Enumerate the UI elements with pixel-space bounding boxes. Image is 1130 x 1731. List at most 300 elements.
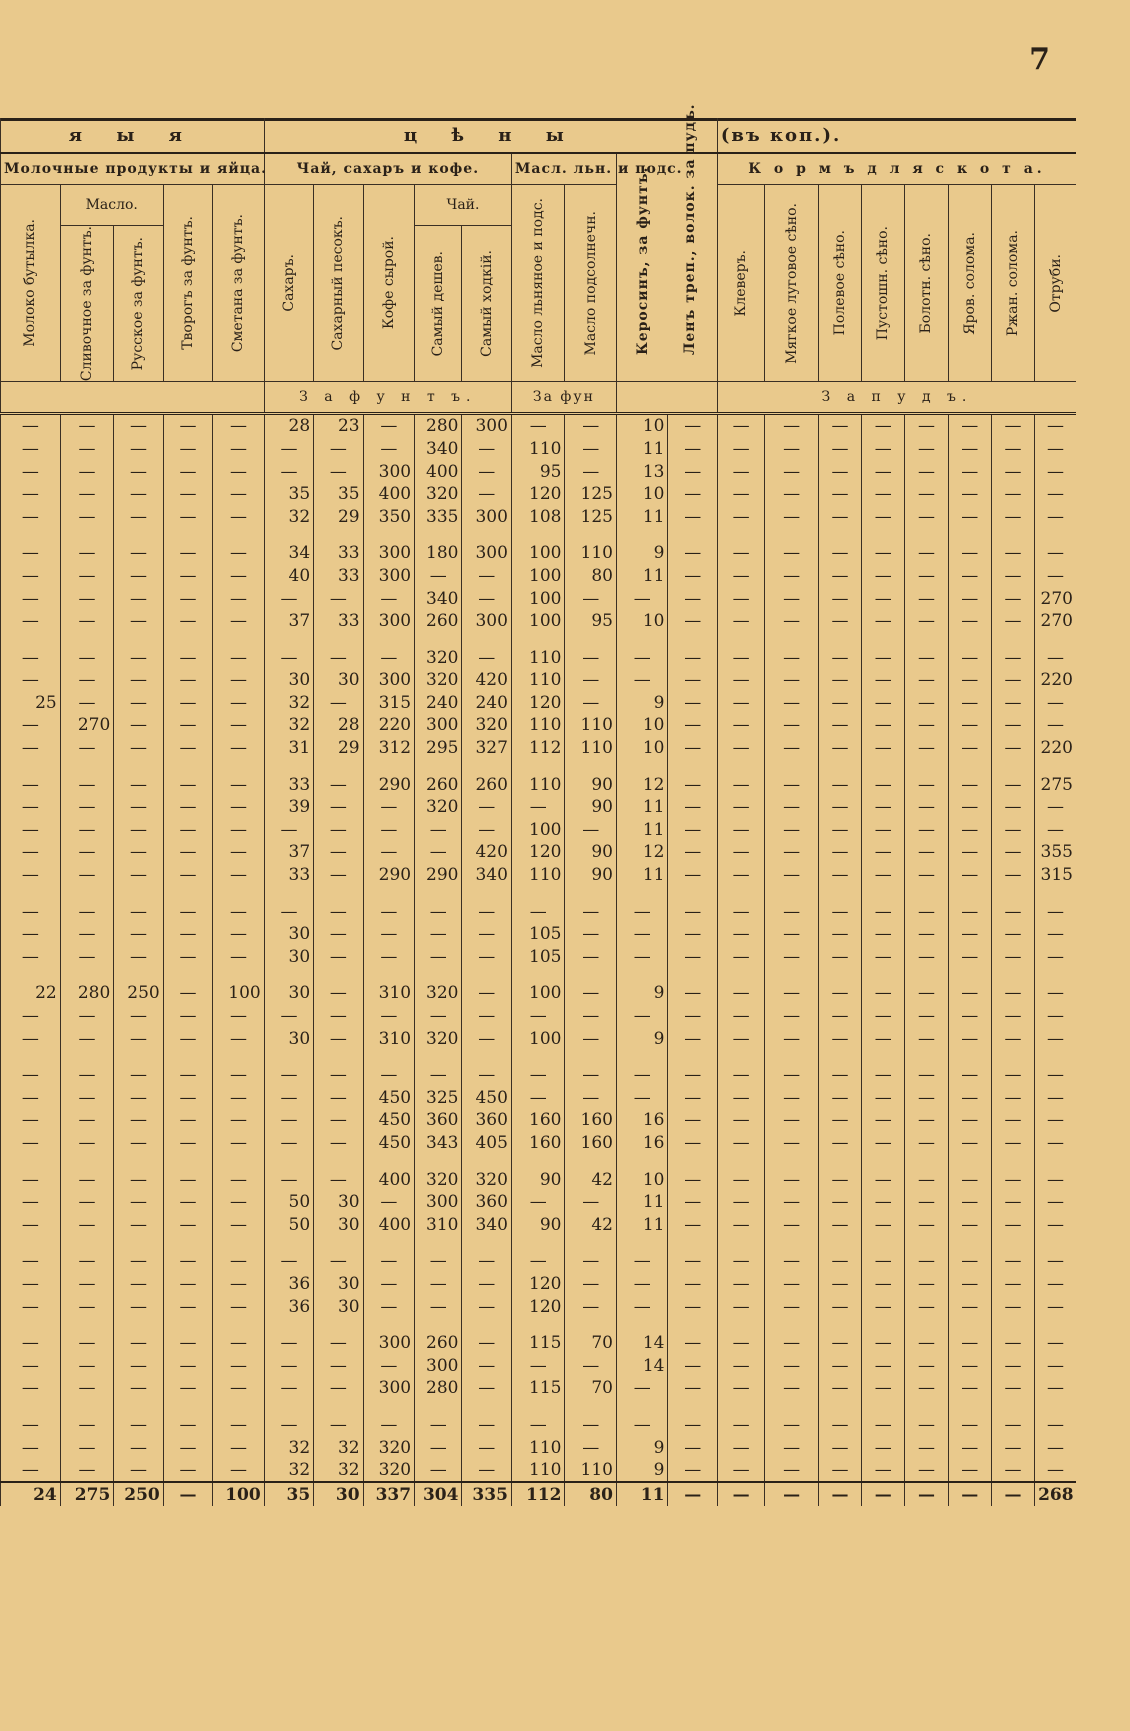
table-cell: — <box>213 1109 265 1132</box>
table-cell: — <box>462 460 511 483</box>
table-cell: — <box>818 1436 861 1459</box>
table-cell: — <box>60 505 114 528</box>
table-cell: 32 <box>264 1436 313 1459</box>
table-cell: — <box>363 646 415 669</box>
table-cell: — <box>462 982 511 1005</box>
table-cell: — <box>511 1250 565 1273</box>
column-header: Сливочное за фунтъ. <box>60 226 114 382</box>
column-header: Ленъ треп., волок. за пудъ. <box>682 103 699 356</box>
table-cell: — <box>1035 692 1076 715</box>
table-cell: — <box>363 946 415 969</box>
table-cell: — <box>363 819 415 842</box>
table-cell: — <box>668 1064 717 1087</box>
total-cell: 275 <box>60 1482 114 1506</box>
table-cell: — <box>60 1132 114 1155</box>
table-cell: — <box>991 1250 1034 1273</box>
table-cell: — <box>60 923 114 946</box>
table-cell: — <box>1 923 61 946</box>
table-cell: 28 <box>264 414 313 438</box>
table-cell: — <box>905 1191 948 1214</box>
table-cell: — <box>60 414 114 438</box>
table-cell: 31 <box>264 737 313 760</box>
table-cell: — <box>314 1250 363 1273</box>
table-cell: 10 <box>616 737 668 760</box>
table-cell: 120 <box>511 692 565 715</box>
table-cell: — <box>1035 714 1076 737</box>
table-cell: — <box>818 483 861 506</box>
table-cell: — <box>905 1414 948 1437</box>
table-cell: — <box>314 1005 363 1028</box>
table-cell: — <box>717 1087 764 1110</box>
table-row <box>1 669 1077 692</box>
table-cell: — <box>948 1064 991 1087</box>
table-cell: — <box>948 1377 991 1400</box>
table-cell: — <box>1035 1414 1076 1437</box>
table-cell: 260 <box>415 1332 462 1355</box>
table-cell: — <box>765 1377 819 1400</box>
table-cell: — <box>862 542 905 565</box>
table-cell: — <box>462 438 511 461</box>
table-cell: — <box>948 1087 991 1110</box>
table-cell: 110 <box>511 773 565 796</box>
table-cell: — <box>163 1168 212 1191</box>
table-cell: — <box>163 1087 212 1110</box>
table-row <box>1 1027 1077 1050</box>
table-cell: — <box>1035 1377 1076 1400</box>
total-row <box>1 1482 1077 1506</box>
table-cell: 32 <box>314 1436 363 1459</box>
table-cell: — <box>462 946 511 969</box>
table-cell: — <box>905 773 948 796</box>
table-cell: 30 <box>264 1027 313 1050</box>
table-cell: — <box>948 714 991 737</box>
total-cell: — <box>991 1482 1034 1506</box>
table-cell: — <box>991 841 1034 864</box>
table-cell: 9 <box>616 1027 668 1050</box>
table-cell: — <box>114 819 163 842</box>
table-cell: — <box>905 483 948 506</box>
table-cell: — <box>114 864 163 887</box>
table-cell: — <box>114 841 163 864</box>
table-cell: — <box>1035 1250 1076 1273</box>
table-cell: — <box>314 1027 363 1050</box>
table-cell: — <box>991 610 1034 633</box>
table-cell: — <box>717 692 764 715</box>
table-cell: — <box>415 1064 462 1087</box>
table-cell: — <box>1 819 61 842</box>
table-cell: 11 <box>616 1191 668 1214</box>
table-cell: — <box>905 1377 948 1400</box>
table-cell: — <box>948 1295 991 1318</box>
table-cell: — <box>818 1295 861 1318</box>
table-cell: — <box>862 1377 905 1400</box>
table-cell: — <box>314 819 363 842</box>
table-cell: 120 <box>511 483 565 506</box>
table-cell: 30 <box>314 669 363 692</box>
table-cell: — <box>314 438 363 461</box>
table-cell: — <box>991 819 1034 842</box>
table-cell: — <box>213 1064 265 1087</box>
table-cell: 110 <box>565 714 617 737</box>
table-cell: — <box>948 646 991 669</box>
table-cell: — <box>213 900 265 923</box>
table-row <box>1 1168 1077 1191</box>
table-cell: — <box>565 692 617 715</box>
table-cell: — <box>163 737 212 760</box>
table-cell: — <box>1035 505 1076 528</box>
table-cell: 110 <box>511 714 565 737</box>
table-cell: — <box>668 900 717 923</box>
table-cell: — <box>905 692 948 715</box>
table-cell: — <box>948 669 991 692</box>
table-cell: — <box>862 1354 905 1377</box>
table-cell: — <box>717 1377 764 1400</box>
table-row <box>1 1250 1077 1273</box>
table-cell: 295 <box>415 737 462 760</box>
table-cell: 90 <box>511 1168 565 1191</box>
table-cell: — <box>991 1168 1034 1191</box>
table-cell: — <box>1 505 61 528</box>
table-cell: — <box>60 946 114 969</box>
table-cell: — <box>60 1273 114 1296</box>
table-cell: 32 <box>264 505 313 528</box>
table-cell: — <box>511 1005 565 1028</box>
table-cell: — <box>213 438 265 461</box>
table-cell: — <box>765 1436 819 1459</box>
table-cell: — <box>948 460 991 483</box>
table-cell: — <box>991 483 1034 506</box>
table-cell: — <box>991 737 1034 760</box>
table-cell: — <box>717 542 764 565</box>
table-cell: — <box>862 1109 905 1132</box>
table-cell: 37 <box>264 610 313 633</box>
table-cell: — <box>163 646 212 669</box>
table-cell: 28 <box>314 714 363 737</box>
table-cell: — <box>765 587 819 610</box>
column-header: Сахаръ. <box>264 185 313 382</box>
table-row <box>1 438 1077 461</box>
table-cell: — <box>114 565 163 588</box>
table-cell: — <box>818 841 861 864</box>
table-cell: — <box>991 864 1034 887</box>
table-cell: — <box>948 1354 991 1377</box>
table-cell: — <box>163 1109 212 1132</box>
table-cell: — <box>462 565 511 588</box>
table-cell: — <box>511 414 565 438</box>
table-cell: — <box>163 587 212 610</box>
table-cell: 320 <box>415 669 462 692</box>
column-header: Русское за фунтъ. <box>114 226 163 382</box>
table-cell: — <box>717 1027 764 1050</box>
table-cell: 30 <box>264 946 313 969</box>
table-cell: 33 <box>264 773 313 796</box>
table-cell: — <box>862 1027 905 1050</box>
table-cell: — <box>1035 1087 1076 1110</box>
table-cell: — <box>213 483 265 506</box>
table-cell: — <box>717 1414 764 1437</box>
table-cell: — <box>905 1213 948 1236</box>
table-cell: — <box>565 1027 617 1050</box>
table-cell: — <box>862 923 905 946</box>
table-cell: — <box>163 900 212 923</box>
table-cell: — <box>668 1436 717 1459</box>
table-cell: — <box>213 1087 265 1110</box>
table-cell: — <box>905 900 948 923</box>
table-cell: 300 <box>363 669 415 692</box>
table-cell: — <box>1035 1064 1076 1087</box>
table-cell: 300 <box>363 1332 415 1355</box>
table-cell: — <box>264 1414 313 1437</box>
table-cell: — <box>948 737 991 760</box>
table-cell: — <box>765 796 819 819</box>
table-cell: — <box>264 900 313 923</box>
table-cell: — <box>905 438 948 461</box>
table-cell: — <box>862 587 905 610</box>
table-cell: 110 <box>565 1459 617 1483</box>
table-cell: 42 <box>565 1168 617 1191</box>
table-cell: — <box>163 692 212 715</box>
table-cell: — <box>114 1459 163 1483</box>
table-cell: — <box>415 900 462 923</box>
table-cell: — <box>213 796 265 819</box>
table-cell: — <box>862 737 905 760</box>
table-cell: — <box>717 864 764 887</box>
table-cell: 70 <box>565 1332 617 1355</box>
table-cell: — <box>264 1377 313 1400</box>
total-cell: 35 <box>264 1482 313 1506</box>
table-cell: — <box>114 1064 163 1087</box>
table-cell: — <box>314 864 363 887</box>
table-cell: — <box>765 483 819 506</box>
table-cell: — <box>363 414 415 438</box>
price-table-body <box>1 414 1077 1506</box>
table-cell: — <box>991 1273 1034 1296</box>
table-cell: — <box>114 460 163 483</box>
table-cell: — <box>60 737 114 760</box>
table-cell: — <box>314 982 363 1005</box>
table-cell: — <box>717 1109 764 1132</box>
table-cell: — <box>991 414 1034 438</box>
table-cell: 335 <box>415 505 462 528</box>
table-cell: — <box>264 438 313 461</box>
table-cell: 300 <box>462 505 511 528</box>
table-cell: — <box>213 841 265 864</box>
table-cell: — <box>668 946 717 969</box>
table-cell: — <box>717 483 764 506</box>
table-cell: — <box>668 796 717 819</box>
table-cell: 30 <box>314 1213 363 1236</box>
table-row <box>1 610 1077 633</box>
total-cell: — <box>668 1482 717 1506</box>
table-cell: — <box>765 414 819 438</box>
table-row <box>1 1414 1077 1437</box>
table-cell: 120 <box>511 1295 565 1318</box>
table-cell: — <box>818 646 861 669</box>
table-cell: — <box>213 1414 265 1437</box>
table-cell: — <box>616 900 668 923</box>
table-cell: — <box>314 1064 363 1087</box>
table-cell: — <box>511 1414 565 1437</box>
table-cell: 325 <box>415 1087 462 1110</box>
table-cell: — <box>717 646 764 669</box>
table-cell: 320 <box>363 1459 415 1483</box>
table-cell: — <box>991 1132 1034 1155</box>
table-cell: — <box>60 1168 114 1191</box>
table-cell: — <box>213 1332 265 1355</box>
table-cell: — <box>213 692 265 715</box>
column-header: Кофе сырой. <box>363 185 415 382</box>
table-cell: — <box>616 646 668 669</box>
table-cell: 160 <box>511 1132 565 1155</box>
table-cell: 400 <box>363 1213 415 1236</box>
table-cell: — <box>1 438 61 461</box>
total-cell: — <box>163 1482 212 1506</box>
table-cell: — <box>948 773 991 796</box>
table-cell: 36 <box>264 1295 313 1318</box>
table-row <box>1 1273 1077 1296</box>
table-cell: — <box>948 565 991 588</box>
table-cell: — <box>991 900 1034 923</box>
table-cell: — <box>717 819 764 842</box>
table-cell: — <box>765 923 819 946</box>
table-cell: — <box>991 1377 1034 1400</box>
table-row <box>1 819 1077 842</box>
table-cell: 400 <box>363 1168 415 1191</box>
table-cell: — <box>765 1354 819 1377</box>
table-cell: — <box>511 1354 565 1377</box>
table-cell: — <box>818 982 861 1005</box>
table-row <box>1 982 1077 1005</box>
table-cell: — <box>862 610 905 633</box>
table-cell: — <box>1 565 61 588</box>
table-cell: — <box>264 1064 313 1087</box>
table-cell: — <box>565 900 617 923</box>
table-cell: — <box>765 610 819 633</box>
table-cell: — <box>668 841 717 864</box>
table-cell: — <box>1035 1295 1076 1318</box>
table-cell: — <box>60 1087 114 1110</box>
table-cell: — <box>862 1250 905 1273</box>
table-cell: — <box>991 1109 1034 1132</box>
table-cell: — <box>862 1459 905 1483</box>
table-cell: — <box>948 1191 991 1214</box>
table-cell: — <box>60 1250 114 1273</box>
table-cell: — <box>114 1377 163 1400</box>
table-cell: 343 <box>415 1132 462 1155</box>
table-cell: — <box>314 1354 363 1377</box>
table-cell: — <box>114 900 163 923</box>
table-cell: — <box>905 1109 948 1132</box>
table-cell: 100 <box>511 819 565 842</box>
table-cell: — <box>565 460 617 483</box>
table-cell: 300 <box>363 460 415 483</box>
table-cell: 105 <box>511 946 565 969</box>
table-cell: — <box>1 796 61 819</box>
table-cell: — <box>905 610 948 633</box>
table-cell: — <box>948 438 991 461</box>
table-cell: — <box>1 1295 61 1318</box>
table-cell: — <box>565 1414 617 1437</box>
table-cell: — <box>765 505 819 528</box>
table-cell: 37 <box>264 841 313 864</box>
table-cell: — <box>213 1191 265 1214</box>
table-cell: — <box>213 610 265 633</box>
table-cell: — <box>818 923 861 946</box>
table-cell: — <box>717 1064 764 1087</box>
table-cell: — <box>213 737 265 760</box>
table-cell: — <box>314 1332 363 1355</box>
table-cell: — <box>565 587 617 610</box>
table-cell: 110 <box>565 542 617 565</box>
table-cell: — <box>163 1213 212 1236</box>
table-cell: — <box>862 1213 905 1236</box>
table-cell: — <box>948 505 991 528</box>
table-cell: — <box>991 1027 1034 1050</box>
table-cell: — <box>991 646 1034 669</box>
table-cell: — <box>114 542 163 565</box>
column-header: Сметана за фунтъ. <box>213 185 265 382</box>
table-cell: — <box>717 946 764 969</box>
table-cell: — <box>462 1377 511 1400</box>
table-cell: — <box>511 1191 565 1214</box>
table-row <box>1 505 1077 528</box>
table-cell: 220 <box>363 714 415 737</box>
unit-za-fun: За фун <box>511 382 616 414</box>
table-cell: — <box>213 1273 265 1296</box>
table-cell: 100 <box>511 542 565 565</box>
table-cell: 300 <box>363 565 415 588</box>
table-cell: 11 <box>616 505 668 528</box>
table-cell: — <box>565 1064 617 1087</box>
table-cell: 32 <box>264 1459 313 1483</box>
table-cell: 11 <box>616 1213 668 1236</box>
table-cell: — <box>948 610 991 633</box>
table-cell: 9 <box>616 1459 668 1483</box>
table-cell: — <box>668 669 717 692</box>
table-cell: — <box>818 1168 861 1191</box>
table-cell: — <box>818 1109 861 1132</box>
table-cell: — <box>163 1005 212 1028</box>
table-cell: — <box>1035 438 1076 461</box>
table-cell: — <box>511 796 565 819</box>
table-cell: — <box>948 1273 991 1296</box>
table-cell: — <box>948 796 991 819</box>
table-cell: — <box>1035 1213 1076 1236</box>
table-cell: 30 <box>264 982 313 1005</box>
table-cell: — <box>314 1414 363 1437</box>
table-cell: 90 <box>565 773 617 796</box>
table-cell: — <box>765 1005 819 1028</box>
table-cell: — <box>991 982 1034 1005</box>
table-cell: — <box>1035 1332 1076 1355</box>
table-cell: — <box>314 1087 363 1110</box>
table-cell: — <box>765 1027 819 1050</box>
table-cell: 275 <box>1035 773 1076 796</box>
table-cell: 160 <box>511 1109 565 1132</box>
table-row <box>1 692 1077 715</box>
table-cell: — <box>616 946 668 969</box>
table-cell: — <box>765 565 819 588</box>
table-cell: — <box>565 946 617 969</box>
table-cell: — <box>60 1377 114 1400</box>
table-cell: — <box>668 646 717 669</box>
table-cell: — <box>668 414 717 438</box>
table-cell: — <box>163 483 212 506</box>
table-cell: — <box>818 773 861 796</box>
table-row <box>1 923 1077 946</box>
table-cell: — <box>765 646 819 669</box>
table-cell: — <box>765 1273 819 1296</box>
